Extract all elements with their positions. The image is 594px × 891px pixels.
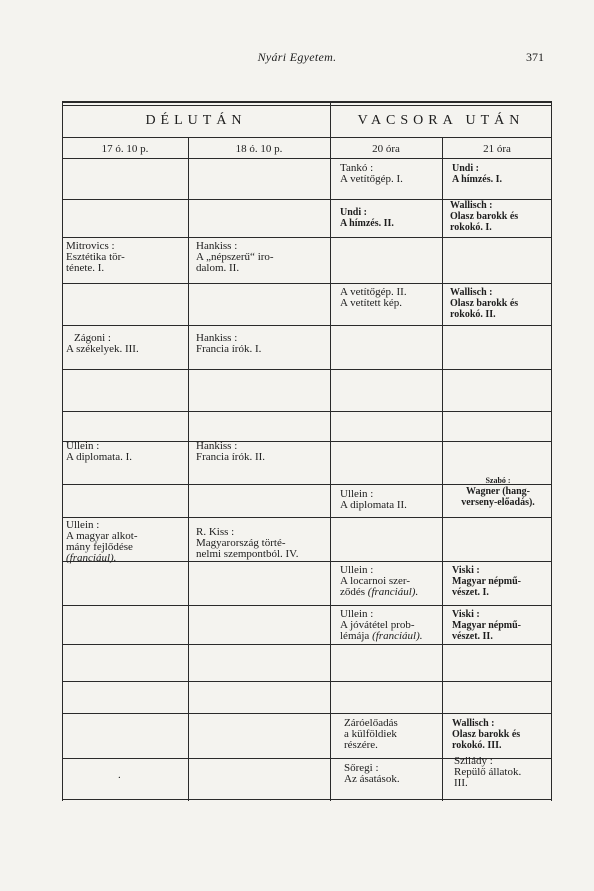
row-rule bbox=[62, 605, 552, 606]
row-rule bbox=[62, 325, 552, 326]
column-rule bbox=[442, 137, 443, 801]
column-header: 20 óra bbox=[372, 143, 400, 155]
schedule-entry: Viski : Magyar népmű- vészet. I. bbox=[452, 565, 521, 598]
schedule-entry: Undi : A hímzés. II. bbox=[340, 207, 394, 229]
schedule-entry: Tankó : A vetítőgép. I. bbox=[340, 162, 403, 185]
table-top-rule bbox=[62, 101, 552, 103]
group-header-rule bbox=[62, 137, 552, 138]
row-rule bbox=[62, 237, 552, 238]
page-number: 371 bbox=[526, 50, 544, 64]
schedule-entry: Zágoni : A székelyek. III. bbox=[66, 332, 139, 355]
row-rule bbox=[62, 517, 552, 518]
schedule-entry: Sőregi : Az ásatások. bbox=[344, 762, 400, 785]
column-header: 21 óra bbox=[483, 143, 511, 155]
schedule-entry: Viski : Magyar népmű- vészet. II. bbox=[452, 609, 521, 642]
row-rule bbox=[62, 411, 552, 412]
schedule-entry: Wallisch : Olasz barokk és rokokó. I. bbox=[450, 200, 519, 233]
schedule-entry: Hankiss : Francia írók. II. bbox=[196, 440, 266, 463]
row-rule bbox=[62, 369, 552, 370]
schedule-entry: Mitrovics : Esztétika tör- ténete. I. bbox=[66, 240, 125, 274]
group-header-afternoon: DÉLUTÁN bbox=[145, 113, 247, 128]
schedule-entry: Hankiss : Francia írók. I. bbox=[196, 332, 262, 355]
schedule-entry: Ullein : A diplomata II. bbox=[340, 488, 407, 511]
group-header-after-dinner: VACSORA UTÁN bbox=[357, 113, 525, 128]
schedule-entry: Ullein : A magyar alkot- mány fejlődése (franciául). bbox=[66, 519, 138, 564]
schedule-entry: Szabó : Wagner (hang- verseny-előadás). bbox=[461, 476, 535, 508]
schedule-entry: Ullein : A jóvátétel prob- lémája (franciául). bbox=[340, 608, 423, 642]
schedule-entry: R. Kiss : Magyarország törté- nelmi szempontból. IV. bbox=[196, 526, 299, 560]
table-right-rule bbox=[551, 101, 552, 801]
schedule-entry: Szilády : Repülő állatok. III. bbox=[454, 755, 522, 789]
column-header-rule bbox=[62, 158, 552, 159]
row-rule bbox=[62, 283, 552, 284]
group-divider-rule bbox=[330, 101, 331, 801]
schedule-table bbox=[62, 101, 552, 801]
schedule-entry: Ullein : A locarnoi szer- ződés (franciául). bbox=[340, 564, 419, 598]
stray-dot: . bbox=[118, 769, 121, 781]
schedule-entry: Wallisch : Olasz barokk és rokokó. II. bbox=[450, 287, 519, 320]
row-rule bbox=[62, 713, 552, 714]
schedule-entry: Ullein : A diplomata. I. bbox=[66, 440, 132, 463]
row-rule bbox=[62, 644, 552, 645]
schedule-entry: Záróelőadás a külföldiek részére. bbox=[344, 717, 398, 751]
column-rule bbox=[188, 137, 189, 801]
column-header: 17 ó. 10 p. bbox=[101, 143, 149, 155]
schedule-entry: Wallisch : Olasz barokk és rokokó. III. bbox=[452, 718, 521, 751]
row-rule bbox=[62, 681, 552, 682]
column-header: 18 ó. 10 p. bbox=[235, 143, 283, 155]
schedule-entry: Undi : A hímzés. I. bbox=[452, 163, 502, 185]
table-top-rule-thin bbox=[62, 105, 552, 106]
running-header-title: Nyári Egyetem. bbox=[257, 50, 337, 64]
table-left-rule bbox=[62, 101, 63, 801]
table-bottom-rule bbox=[62, 799, 552, 800]
schedule-entry: Hankiss : A „népszerű“ iro- dalom. II. bbox=[196, 240, 274, 274]
row-rule bbox=[62, 441, 552, 442]
schedule-entry: A vetítőgép. II. A vetített kép. bbox=[340, 286, 407, 309]
